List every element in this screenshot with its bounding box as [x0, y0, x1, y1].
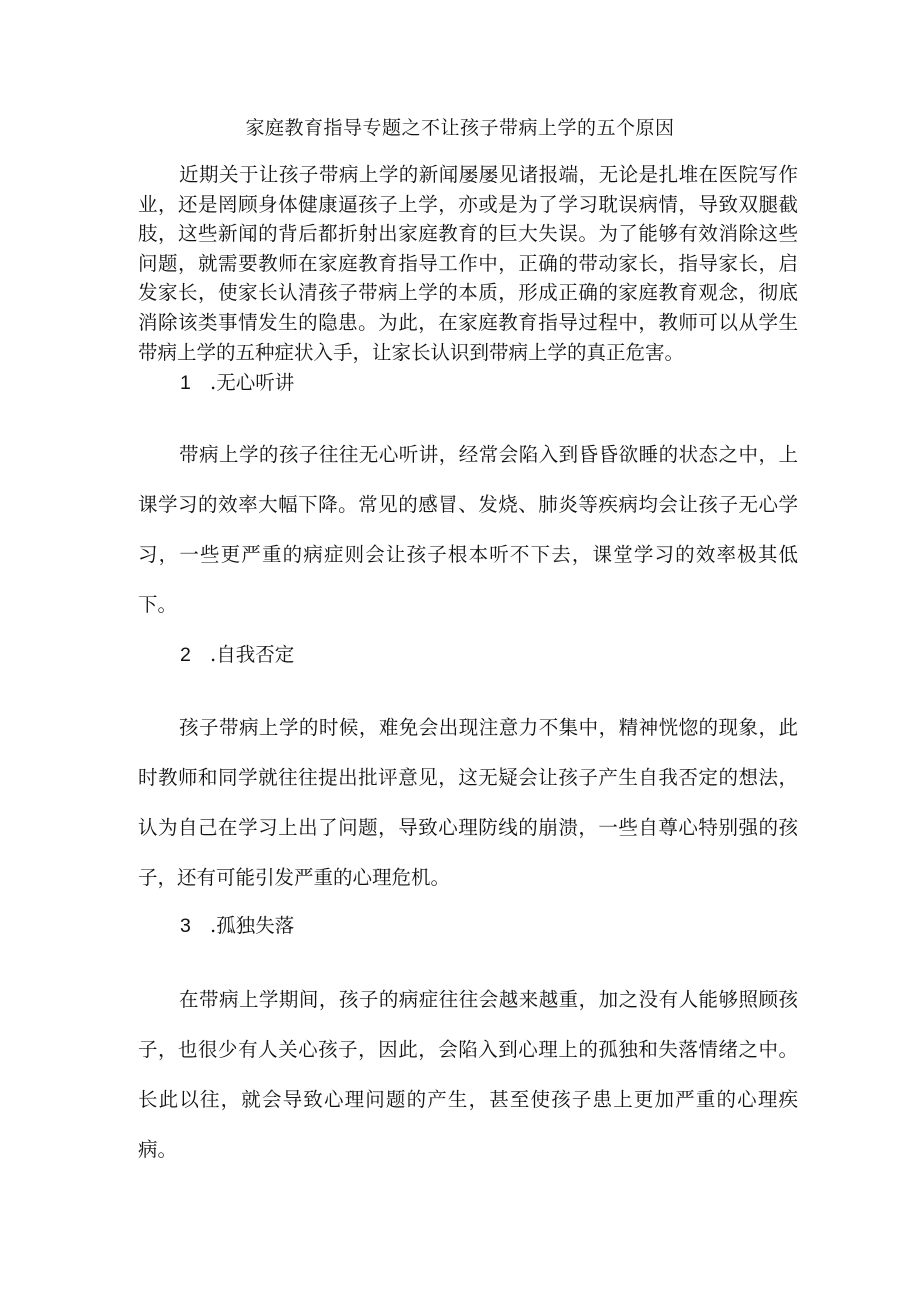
document-title: 家庭教育指导专题之不让孩子带病上学的五个原因: [245, 117, 675, 139]
section-heading-2: [180, 642, 294, 668]
section-number: 3: [180, 915, 191, 937]
section-heading-1: [180, 370, 294, 396]
section-number: 1: [180, 372, 191, 394]
section-heading-3: [180, 913, 294, 939]
section-body-2: 孩子带病上学的时候，难免会出现注意力不集中，精神恍惚的现象，此时教师和同学就往往提出批评意见，这无疑会让孩子产生自我否定的想法，认为自己在学习上出了问题，导致心理防线的崩溃，一些自尊心特别强的孩子，还有可能引发严重的心理危机。: [138, 716, 798, 889]
section-number: 2: [180, 644, 191, 666]
section-title: .无心听讲: [210, 371, 295, 394]
intro-paragraph: 近期关于让孩子带病上学的新闻屡屡见诸报端，无论是扎堆在医院写作业，还是罔顾身体健康逼孩子上学，亦或是为了学习耽误病情，导致双腿截肢，这些新闻的背后都折射出家庭教育的巨大失误。为了能够有效消除这些问题，就需要教师在家庭教育指导工作中，正确的带动家长，指导家长，启发家长，使家长认清孩子带病上学的本质，形成正确的家庭教育观念，彻底消除该类事情发生的隐患。为此，在家庭教育指导过程中，教师可以从学生带病上学的五种症状入手，让家长认识到带病上学的真正危害。: [138, 163, 798, 364]
section-title: .自我否定: [210, 643, 295, 666]
section-title: .孤独失落: [210, 914, 295, 937]
section-body-1: 带病上学的孩子往往无心听讲，经常会陷入到昏昏欲睡的状态之中，上课学习的效率大幅下降。常见的感冒、发烧、肺炎等疾病均会让孩子无心学习，一些更严重的病症则会让孩子根本听不下去，课堂学习的效率极其低下。: [138, 443, 798, 616]
section-body-3: 在带病上学期间，孩子的病症往往会越来越重，加之没有人能够照顾孩子，也很少有人关心孩子，因此，会陷入到心理上的孤独和失落情绪之中。长此以往，就会导致心理问题的产生，甚至使孩子患上更加严重的心理疾病。: [138, 988, 798, 1161]
